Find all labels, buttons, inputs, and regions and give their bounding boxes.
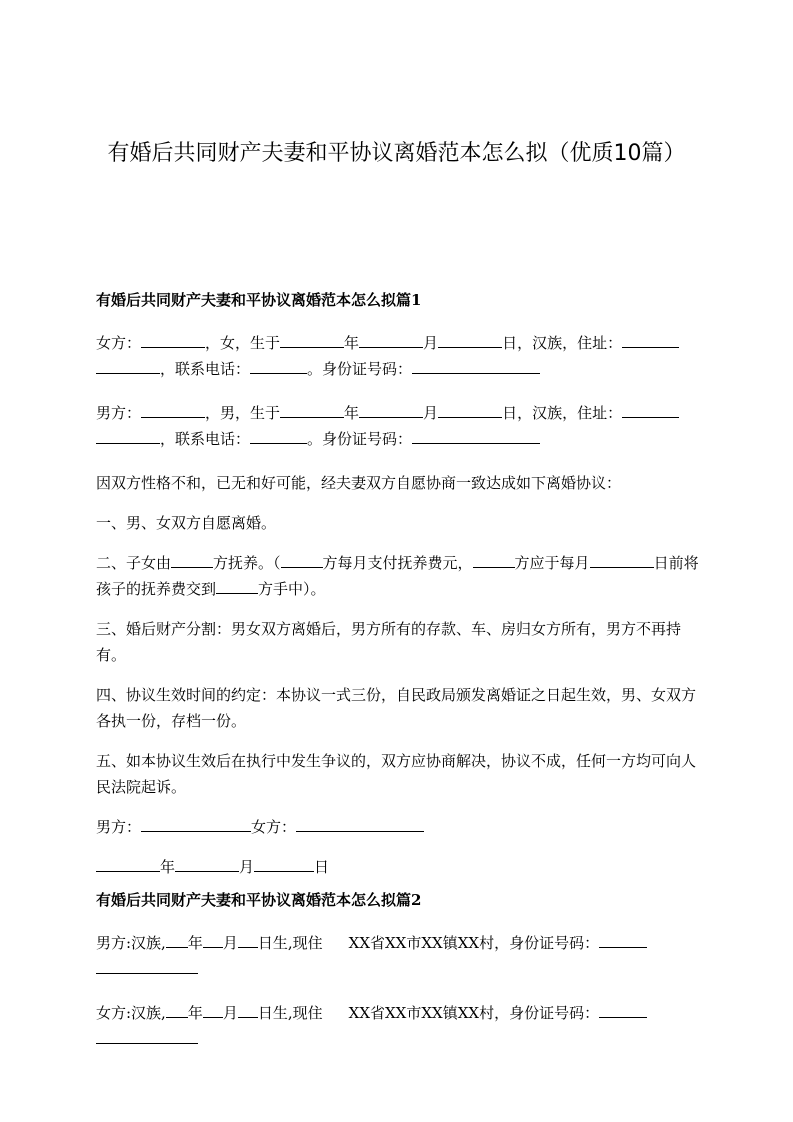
- s2-day-text: 日生,现住: [257, 934, 323, 952]
- s2-male-address-text: XX省XX市XX镇XX村，身份证号码：: [348, 934, 600, 952]
- clause-2: [96, 550, 700, 602]
- s2-year-text: 年: [187, 934, 203, 952]
- blank-female-id[interactable]: [412, 357, 540, 374]
- clause-1: 一、男、女双方自愿离婚。: [96, 514, 277, 532]
- clause-3: 三、婚后财产分割：男女双方离婚后，男方所有的存款、车、房归女方所有，男方不再持有。: [96, 620, 682, 664]
- blank-male-address-a[interactable]: [622, 401, 679, 418]
- blank-sign-month[interactable]: [175, 855, 239, 872]
- female-info-paragraph: [96, 330, 700, 382]
- signature-line: [96, 814, 700, 840]
- blank-female-birth-month[interactable]: [359, 331, 423, 348]
- blank-male-phone[interactable]: [250, 427, 307, 444]
- date-day-text: 日: [314, 858, 330, 876]
- blank-s2-female-id-a[interactable]: [599, 1001, 647, 1018]
- month-text: 月: [423, 404, 439, 422]
- female-label: 女方：: [96, 334, 142, 352]
- section-2-female-paragraph: [96, 1000, 700, 1052]
- female-phone-text: ，联系电话：: [160, 360, 251, 378]
- male-info-paragraph: [96, 400, 700, 452]
- blank-female-birth-year[interactable]: [280, 331, 344, 348]
- s2-year-text: 年: [187, 1004, 203, 1022]
- s2-male-label: 男方:汉族,: [96, 934, 166, 952]
- clause-5: 五、如本协议生效后在执行中发生争议的，双方应协商解决，协议不成，任何一方均可向人民法院起诉。: [96, 752, 697, 796]
- blank-male-name[interactable]: [141, 401, 205, 418]
- sign-female-label: 女方：: [251, 818, 297, 836]
- blank-custody-party[interactable]: [171, 551, 213, 568]
- clause-2-text-e: 日前将孩子的抚养费交到: [96, 554, 699, 598]
- blank-sign-day[interactable]: [254, 855, 314, 872]
- document-title: 有婚后共同财产夫妻和平协议离婚范本怎么拟（优质10篇）: [107, 141, 686, 166]
- clause-2-text-d: 方应于每月: [514, 554, 590, 572]
- s2-day-text: 日生,现住: [257, 1004, 323, 1022]
- blank-sign-year[interactable]: [96, 855, 160, 872]
- blank-payer-party-2[interactable]: [473, 551, 515, 568]
- section-1-heading: 有婚后共同财产夫妻和平协议离婚范本怎么拟篇1: [96, 291, 422, 309]
- sign-male-label: 男方：: [96, 818, 142, 836]
- blank-payer-party[interactable]: [281, 551, 323, 568]
- blank-s2-male-month[interactable]: [203, 931, 223, 948]
- male-label: 男方：: [96, 404, 142, 422]
- female-gender-text: ，女，生于: [205, 334, 281, 352]
- male-phone-text: ，联系电话：: [160, 430, 251, 448]
- clause-4: 四、协议生效时间的约定：本协议一式三份，自民政局颁发离婚证之日起生效，男、女双方各执一份，存档一份。: [96, 686, 697, 730]
- blank-female-address-a[interactable]: [622, 331, 679, 348]
- month-text: 月: [423, 334, 439, 352]
- blank-female-birth-day[interactable]: [438, 331, 502, 348]
- blank-male-birth-day[interactable]: [438, 401, 502, 418]
- date-year-text: 年: [160, 858, 176, 876]
- blank-male-birth-month[interactable]: [359, 401, 423, 418]
- blank-s2-male-year[interactable]: [166, 931, 188, 948]
- s2-female-label: 女方:汉族,: [96, 1004, 166, 1022]
- s2-month-text: 月: [222, 1004, 238, 1022]
- blank-payment-day[interactable]: [590, 551, 654, 568]
- s2-month-text: 月: [222, 934, 238, 952]
- blank-s2-female-id-b[interactable]: [96, 1027, 198, 1044]
- year-text: 年: [344, 404, 360, 422]
- blank-female-signature[interactable]: [296, 815, 424, 832]
- document-body: [96, 288, 700, 1052]
- blank-male-address-b[interactable]: [96, 427, 160, 444]
- blank-s2-female-year[interactable]: [166, 1001, 188, 1018]
- s2-female-address-text: XX省XX市XX镇XX村，身份证号码：: [348, 1004, 600, 1022]
- blank-female-address-b[interactable]: [96, 357, 160, 374]
- clause-2-text-f: 方手中）。: [258, 580, 326, 598]
- blank-s2-female-day[interactable]: [238, 1001, 258, 1018]
- intro-paragraph: 因双方性格不和，已无和好可能，经夫妻双方自愿协商一致达成如下离婚协议：: [96, 474, 622, 492]
- male-id-text: 。身份证号码：: [307, 430, 413, 448]
- clause-2-text-b: 方抚养。（: [213, 554, 281, 572]
- male-gender-text: ，男，生于: [205, 404, 281, 422]
- blank-s2-male-day[interactable]: [238, 931, 258, 948]
- female-address-text: 日，汉族，住址：: [502, 334, 623, 352]
- female-id-text: 。身份证号码：: [307, 360, 413, 378]
- blank-s2-male-id-a[interactable]: [599, 931, 647, 948]
- blank-receiver-party[interactable]: [216, 577, 258, 594]
- blank-s2-male-id-b[interactable]: [96, 957, 198, 974]
- date-month-text: 月: [239, 858, 255, 876]
- clause-2-text-c: 方每月支付抚养费元，: [322, 554, 473, 572]
- date-line: [96, 854, 700, 880]
- blank-s2-female-month[interactable]: [203, 1001, 223, 1018]
- blank-male-birth-year[interactable]: [280, 401, 344, 418]
- blank-female-name[interactable]: [141, 331, 205, 348]
- male-address-text: 日，汉族，住址：: [502, 404, 623, 422]
- section-2-male-paragraph: [96, 930, 700, 982]
- clause-2-text-a: 二、子女由: [96, 554, 172, 572]
- blank-male-id[interactable]: [412, 427, 540, 444]
- blank-female-phone[interactable]: [250, 357, 307, 374]
- year-text: 年: [344, 334, 360, 352]
- section-2-heading: 有婚后共同财产夫妻和平协议离婚范本怎么拟篇2: [96, 891, 422, 909]
- blank-male-signature[interactable]: [141, 815, 251, 832]
